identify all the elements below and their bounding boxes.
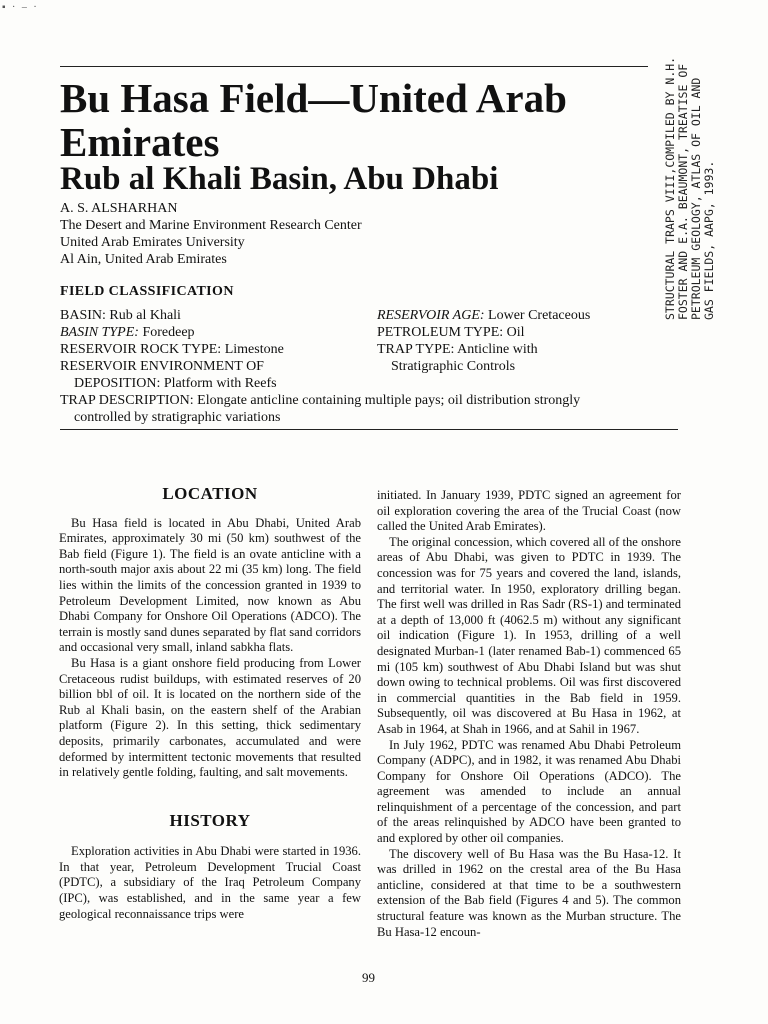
reservoir-age-value: Lower Cretaceous [484,308,591,323]
top-rule [60,66,648,67]
location-paragraph-2: Bu Hasa is a giant onshore field producing from Lower Cretaceous rudist buildups, with estimated reserves of 20 billion bbl of oil. It is located on the northern side of the Rub al Khali basin, on the eastern shelf of the Arabian platform (Figure 2). In this setting, thick sedimentary deposits, primarily carbonates, accumulated and were deformed by intermittent tectonic movements that resulted in relatively gentle folding, faulting, and salt movements. [59,655,361,780]
reservoir-age-field [377,307,590,324]
environment-line-2: DEPOSITION: Platform with Reefs [74,376,277,391]
location-paragraph-1: Bu Hasa field is located in Abu Dhabi, United Arab Emirates, approximately 30 mi (50 km) southwest of the Bab field (Figure 1). The field is an ovate anticline with a north-south major axis about 22 mi (35 km) long. The field lies within the limits of the concession granted in 1939 to Petroleum Development Limited, now known as Abu Dhabi Company for Onshore Oil Operations (ADCO). The terrain is mostly sand dunes separated by flat sand corridors and occasional very small, inland sabkha flats. [59,515,361,655]
reservoir-age-label: RESERVOIR AGE: [377,308,485,323]
history-paragraph-3: The original concession, which covered all of the onshore areas of Abu Dhabi, was given to PDTC in 1939. The concession was for 75 years and covered the land, islands, and territorial water. In 1950, exploratory drilling began. The first well was drilled in Ras Sadr (RS-1) and terminated at a depth of 13,000 ft (4062.5 m) without any significant oil indication (Figure 1). In 1953, drilling of a well designated Murban-1 (later renamed Bab-1) commenced 65 mi (105 km) southwest of Abu Dhabi Island but was shut down owing to technical problems. Oil was first discovered in commercial quantities in the Bab field in 1959. Subsequently, oil was discovered at Bu Hasa in 1962, at Asab in 1964, at Shah in 1966, and at Sahil in 1967. [377,534,681,736]
right-column [377,488,681,940]
trap-description-line-2: controlled by stratigraphic variations [74,410,281,425]
title-line-2: Emirates [60,119,220,165]
side-citation-line-3: PETROLEUM GEOLOGY, ATLAS OF OIL AND [689,77,703,320]
affiliation-line-3: Al Ain, United Arab Emirates [60,252,227,267]
basin-type-field [60,324,195,341]
environment-line-1: RESERVOIR ENVIRONMENT OF [60,359,264,374]
basin-type-value: Foredeep [138,325,195,340]
basin-field: BASIN: Rub al Khali [60,308,181,323]
side-citation [664,20,716,320]
history-paragraph-4: In July 1962, PDTC was renamed Abu Dhabi Petroleum Company (ADPC), and in 1982, it was renamed Abu Dhabi Company for Onshore Oil Operations (ADCO). The agreement was amended to include an annual relinquishment of a percentage of the concession, and part of the areas relinquished by ADCO have been granted to and explored by other oil companies. [377,737,681,846]
author: A. S. ALSHARHAN [60,201,178,216]
history-heading: HISTORY [169,810,251,830]
reservoir-rock-field: RESERVOIR ROCK TYPE: Limestone [60,342,284,357]
history-paragraph-5: The discovery well of Bu Hasa was the Bu Hasa-12. It was drilled in 1962 on the crestal area of the Bu Hasa anticline, considered at that time to be a southwestern extension of the Bab field (Figures 4 and 5). The common structural feature was known as the Murban structure. The Bu Hasa-12 encoun- [377,846,681,939]
petroleum-type-field: PETROLEUM TYPE: Oil [377,325,525,340]
side-citation-line-4: GAS FIELDS, AAPG, 1993. [702,160,716,320]
subtitle: Rub al Khali Basin, Abu Dhabi [60,161,499,197]
history-paragraph-1: Exploration activities in Abu Dhabi were started in 1936. In that year, Petroleum Development Trucial Coast (PDTC), a subsidiary of the Iraq Petroleum Company (IPC), was established, and in the same year a few geological reconnaissance trips were [59,844,361,921]
affiliation-line-2: United Arab Emirates University [60,235,245,250]
trap-type-line-2: Stratigraphic Controls [391,359,516,374]
left-column [59,486,361,922]
history-paragraph-2: initiated. In January 1939, PDTC signed an agreement for oil exploration covering the area of the Trucial Coast (now called the United Arab Emirates). [377,488,681,534]
side-citation-line-1: STRUCTURAL TRAPS VIII,COMPILED BY N.H. [663,56,677,320]
scan-artifact: ▪ · – · [2,2,39,13]
side-citation-line-2: FOSTER AND E.A. BEAUMONT, TREATISE OF [676,63,690,320]
classification-bottom-rule [60,429,678,430]
affiliation-line-1: The Desert and Marine Environment Research Center [60,218,362,233]
trap-type-line-1: TRAP TYPE: Anticline with [377,342,538,357]
classification-heading: FIELD CLASSIFICATION [60,284,234,299]
location-heading: LOCATION [162,484,258,503]
page-number: 99 [362,970,375,985]
trap-description-line-1: TRAP DESCRIPTION: Elongate anticline containing multiple pays; oil distribution strongly [60,393,581,408]
title-line-1: Bu Hasa Field—United Arab [60,75,567,121]
basin-type-label: BASIN TYPE: [60,325,139,340]
